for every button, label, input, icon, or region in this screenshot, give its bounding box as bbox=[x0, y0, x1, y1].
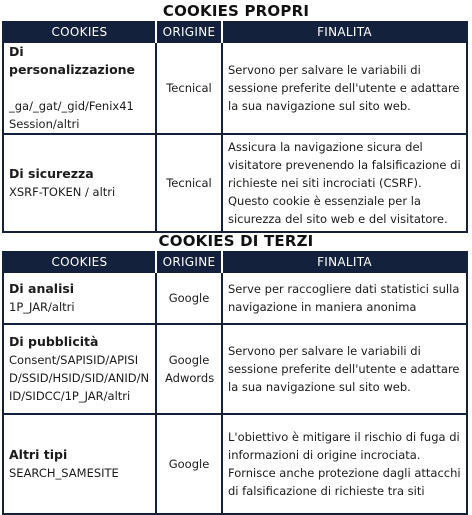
table-row bbox=[3, 414, 467, 514]
table-row bbox=[3, 324, 467, 414]
table-header-row bbox=[3, 252, 467, 272]
table-row bbox=[3, 42, 467, 134]
cookie-category-label: Altri tipi bbox=[9, 447, 68, 462]
cookie-origin: Tecnical bbox=[156, 134, 222, 232]
section-title-third-party-cookies: COOKIES DI TERZI bbox=[158, 232, 314, 250]
cookie-list: XSRF-TOKEN / altri bbox=[9, 185, 116, 199]
cookie-list: 1P_JAR/altri bbox=[9, 300, 75, 314]
cookie-category-label: Di pubblicità bbox=[9, 334, 99, 349]
cookie-name-cell bbox=[3, 134, 156, 232]
cookie-name-cell bbox=[3, 414, 156, 514]
cookie-purpose: Assicura la navigazione sicura del visitatore prevenendo la falsificazione di richieste nei siti incrociati (CSRF). Questo cookie è essenziale per la sicurezza del sito web e del visitatore. bbox=[222, 134, 467, 232]
cookie-category-label: Di analisi bbox=[9, 281, 75, 296]
own-cookies-table bbox=[2, 21, 468, 233]
cookie-origin: Google Adwords bbox=[156, 324, 222, 414]
cookie-list: SEARCH_SAMESITE bbox=[9, 466, 119, 480]
column-header-origin: ORIGINE bbox=[156, 22, 222, 42]
column-header-purpose: FINALITA bbox=[222, 252, 467, 272]
table-row bbox=[3, 272, 467, 324]
table-header-row bbox=[3, 22, 467, 42]
third-party-cookies-table bbox=[2, 251, 468, 515]
cookie-name-cell bbox=[3, 324, 156, 414]
cookie-origin: Tecnical bbox=[156, 42, 222, 134]
cookie-list: _ga/_gat/_gid/Fenix41 Session/altri bbox=[9, 99, 134, 131]
cookie-origin: Google bbox=[156, 414, 222, 514]
column-header-cookies: COOKIES bbox=[3, 22, 156, 42]
cookie-purpose: Servono per salvare le variabili di sessione preferite dell'utente e adattare la sua navigazione sul sito web. bbox=[222, 42, 467, 134]
cookie-category-label: Di sicurezza bbox=[9, 166, 94, 181]
cookie-origin: Google bbox=[156, 272, 222, 324]
cookie-category-label: Di personalizzazione bbox=[9, 44, 136, 77]
cookie-name-cell bbox=[3, 42, 156, 134]
column-header-cookies: COOKIES bbox=[3, 252, 156, 272]
cookie-purpose: Servono per salvare le variabili di sessione preferite dell'utente e adattare la sua navigazione sul sito web. bbox=[222, 324, 467, 414]
cookie-list: Consent/SAPISID/APISID/SSID/HSID/SID/ANID/NID/SIDCC/1P_JAR/altri bbox=[9, 353, 150, 403]
table-row bbox=[3, 134, 467, 232]
cookie-name-cell bbox=[3, 272, 156, 324]
cookie-purpose: L'obiettivo è mitigare il rischio di fuga di informazioni di origine incrociata. Fornisce anche protezione dagli attacchi di falsificazione di richieste tra siti bbox=[222, 414, 467, 514]
column-header-origin: ORIGINE bbox=[156, 252, 222, 272]
column-header-purpose: FINALITA bbox=[222, 22, 467, 42]
section-title-own-cookies: COOKIES PROPRI bbox=[162, 2, 310, 20]
cookie-purpose: Serve per raccogliere dati statistici sulla navigazione in maniera anonima bbox=[222, 272, 467, 324]
